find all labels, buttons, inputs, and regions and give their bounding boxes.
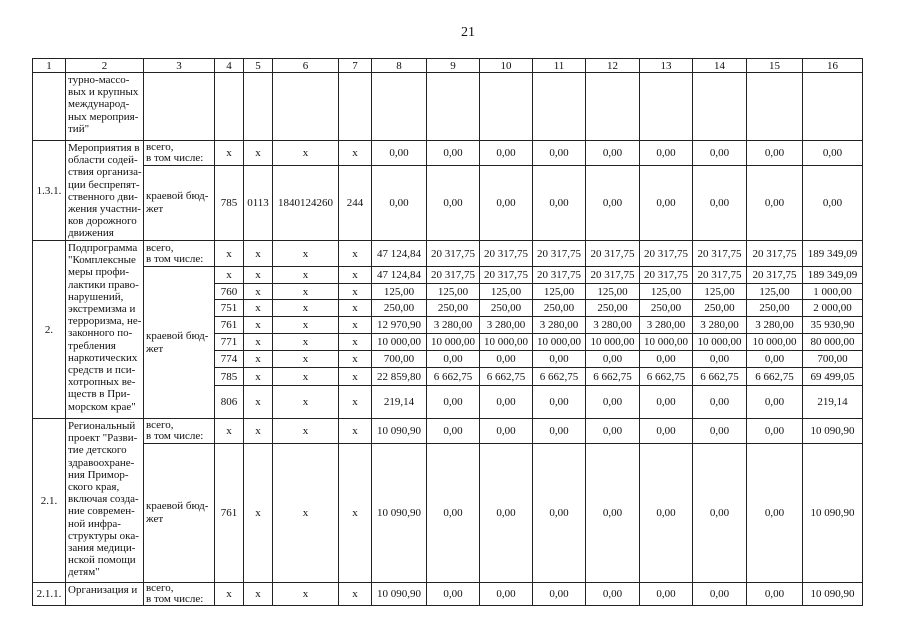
value-cell-col-12: 0,00: [586, 386, 640, 419]
empty-cell: [747, 73, 803, 141]
empty-cell: [480, 73, 533, 141]
value-cell-col-10: 0,00: [480, 141, 533, 166]
value-cell-col-15: 10 000,00: [747, 334, 803, 351]
empty-cell: [693, 73, 747, 141]
value-cell-col-6: х: [273, 583, 339, 606]
value-cell-col-11: 20 317,75: [533, 241, 586, 267]
value-cell-col-11: 0,00: [533, 166, 586, 241]
value-cell-col-12: 0,00: [586, 141, 640, 166]
value-cell-col-14: 0,00: [693, 386, 747, 419]
funding-total-label: всего, в том числе:: [144, 583, 215, 606]
value-cell-col-13: 3 280,00: [640, 317, 693, 334]
value-cell-col-12: 0,00: [586, 166, 640, 241]
value-cell-col-13: 0,00: [640, 583, 693, 606]
value-cell-col-7: х: [339, 583, 372, 606]
row-number-cell: 2.: [33, 241, 66, 419]
value-cell-col-14: 10 000,00: [693, 334, 747, 351]
empty-cell: [803, 73, 863, 141]
value-cell-col-6: х: [273, 141, 339, 166]
value-cell-col-15: 20 317,75: [747, 267, 803, 284]
value-cell-col-7: х: [339, 351, 372, 368]
value-cell-col-12: 0,00: [586, 351, 640, 368]
value-cell-col-4: х: [215, 267, 244, 284]
table-header-row: [33, 59, 863, 73]
value-cell-col-15: 0,00: [747, 166, 803, 241]
value-cell-col-13: 0,00: [640, 166, 693, 241]
value-cell-col-8: 250,00: [372, 300, 427, 317]
row-number-cell: 2.1.: [33, 419, 66, 583]
value-cell-col-14: 3 280,00: [693, 317, 747, 334]
empty-cell: [427, 73, 480, 141]
value-cell-col-9: 250,00: [427, 300, 480, 317]
funding-total-label: всего, в том числе:: [144, 419, 215, 444]
value-cell-col-8: 47 124,84: [372, 267, 427, 284]
funding-source-label: краевой бюд- жет: [144, 267, 215, 419]
empty-cell: [215, 73, 244, 141]
value-cell-col-14: 0,00: [693, 444, 747, 583]
value-cell-col-11: 0,00: [533, 386, 586, 419]
row-number-cell: 1.3.1.: [33, 141, 66, 241]
value-cell-col-16: 1 000,00: [803, 284, 863, 300]
value-cell-col-10: 0,00: [480, 166, 533, 241]
value-cell-col-4: 806: [215, 386, 244, 419]
value-cell-col-5: 0113: [244, 166, 273, 241]
value-cell-col-14: 0,00: [693, 351, 747, 368]
value-cell-col-15: 20 317,75: [747, 241, 803, 267]
column-header: 1: [33, 59, 66, 73]
table-row: [33, 267, 863, 284]
value-cell-col-9: 0,00: [427, 444, 480, 583]
value-cell-col-11: 125,00: [533, 284, 586, 300]
value-cell-col-4: х: [215, 241, 244, 267]
value-cell-col-8: 22 859,80: [372, 368, 427, 386]
value-cell-col-13: 10 000,00: [640, 334, 693, 351]
value-cell-col-15: 0,00: [747, 419, 803, 444]
value-cell-col-7: х: [339, 141, 372, 166]
empty-cell: [144, 73, 215, 141]
column-header: 15: [747, 59, 803, 73]
page-number: 21: [461, 25, 475, 40]
row-name-cell: Организация и: [66, 583, 144, 606]
value-cell-col-14: 125,00: [693, 284, 747, 300]
value-cell-col-7: х: [339, 444, 372, 583]
table-row: [33, 241, 863, 267]
value-cell-col-9: 125,00: [427, 284, 480, 300]
value-cell-col-13: 6 662,75: [640, 368, 693, 386]
value-cell-col-5: х: [244, 444, 273, 583]
value-cell-col-9: 0,00: [427, 386, 480, 419]
value-cell-col-15: 3 280,00: [747, 317, 803, 334]
value-cell-col-4: х: [215, 419, 244, 444]
value-cell-col-5: х: [244, 334, 273, 351]
row-name-cell: Подпрограмма "Комплексные меры профи- лактики право- нарушений, экстремизма и терроризма, не- законного по- требления наркотических средств и пси- хотропных ве- ществ в При- морском крае": [66, 241, 144, 419]
value-cell-col-11: 0,00: [533, 351, 586, 368]
value-cell-col-6: х: [273, 334, 339, 351]
column-header: 2: [66, 59, 144, 73]
table-row: [33, 73, 863, 141]
value-cell-col-8: 10 090,90: [372, 583, 427, 606]
value-cell-col-5: х: [244, 351, 273, 368]
column-header: 4: [215, 59, 244, 73]
value-cell-col-5: х: [244, 317, 273, 334]
value-cell-col-10: 0,00: [480, 583, 533, 606]
column-header: 7: [339, 59, 372, 73]
value-cell-col-16: 700,00: [803, 351, 863, 368]
value-cell-col-5: х: [244, 284, 273, 300]
value-cell-col-8: 0,00: [372, 141, 427, 166]
value-cell-col-13: 0,00: [640, 386, 693, 419]
value-cell-col-15: 250,00: [747, 300, 803, 317]
value-cell-col-6: х: [273, 419, 339, 444]
value-cell-col-13: 20 317,75: [640, 241, 693, 267]
value-cell-col-6: х: [273, 368, 339, 386]
value-cell-col-13: 0,00: [640, 419, 693, 444]
value-cell-col-16: 2 000,00: [803, 300, 863, 317]
value-cell-col-6: х: [273, 300, 339, 317]
value-cell-col-5: х: [244, 141, 273, 166]
value-cell-col-11: 0,00: [533, 444, 586, 583]
empty-cell: [339, 73, 372, 141]
value-cell-col-10: 10 000,00: [480, 334, 533, 351]
row-number-cell: [33, 73, 66, 141]
value-cell-col-13: 20 317,75: [640, 267, 693, 284]
value-cell-col-7: х: [339, 386, 372, 419]
column-header: 8: [372, 59, 427, 73]
value-cell-col-14: 250,00: [693, 300, 747, 317]
value-cell-col-10: 6 662,75: [480, 368, 533, 386]
value-cell-col-8: 700,00: [372, 351, 427, 368]
value-cell-col-9: 20 317,75: [427, 241, 480, 267]
empty-cell: [586, 73, 640, 141]
value-cell-col-12: 125,00: [586, 284, 640, 300]
value-cell-col-9: 0,00: [427, 419, 480, 444]
value-cell-col-11: 6 662,75: [533, 368, 586, 386]
value-cell-col-15: 0,00: [747, 583, 803, 606]
value-cell-col-6: 1840124260: [273, 166, 339, 241]
value-cell-col-16: 0,00: [803, 141, 863, 166]
column-header: 16: [803, 59, 863, 73]
value-cell-col-5: х: [244, 419, 273, 444]
column-header: 10: [480, 59, 533, 73]
column-header: 12: [586, 59, 640, 73]
column-header: 6: [273, 59, 339, 73]
budget-table: [32, 58, 863, 606]
value-cell-col-15: 0,00: [747, 444, 803, 583]
table-body: [33, 59, 863, 606]
value-cell-col-12: 0,00: [586, 444, 640, 583]
value-cell-col-4: 785: [215, 368, 244, 386]
value-cell-col-15: 0,00: [747, 386, 803, 419]
value-cell-col-7: х: [339, 241, 372, 267]
value-cell-col-14: 20 317,75: [693, 241, 747, 267]
table-row: [33, 141, 863, 166]
value-cell-col-7: х: [339, 284, 372, 300]
value-cell-col-14: 0,00: [693, 166, 747, 241]
value-cell-col-16: 0,00: [803, 166, 863, 241]
value-cell-col-16: 10 090,90: [803, 419, 863, 444]
value-cell-col-4: х: [215, 141, 244, 166]
value-cell-col-7: х: [339, 300, 372, 317]
value-cell-col-6: х: [273, 444, 339, 583]
value-cell-col-7: х: [339, 368, 372, 386]
value-cell-col-11: 3 280,00: [533, 317, 586, 334]
value-cell-col-9: 0,00: [427, 141, 480, 166]
value-cell-col-4: 771: [215, 334, 244, 351]
value-cell-col-14: 20 317,75: [693, 267, 747, 284]
value-cell-col-6: х: [273, 351, 339, 368]
value-cell-col-16: 35 930,90: [803, 317, 863, 334]
value-cell-col-5: х: [244, 583, 273, 606]
value-cell-col-16: 69 499,05: [803, 368, 863, 386]
value-cell-col-4: 761: [215, 317, 244, 334]
column-header: 13: [640, 59, 693, 73]
column-header: 5: [244, 59, 273, 73]
value-cell-col-10: 0,00: [480, 419, 533, 444]
table-row: [33, 583, 863, 606]
value-cell-col-4: 761: [215, 444, 244, 583]
value-cell-col-15: 0,00: [747, 351, 803, 368]
row-name-cell: Мероприятия в области содей- ствия организа- ции беспрепят- ственного дви- жения участни- ков дорожного движения: [66, 141, 144, 241]
value-cell-col-4: х: [215, 583, 244, 606]
value-cell-col-4: 774: [215, 351, 244, 368]
value-cell-col-7: х: [339, 267, 372, 284]
value-cell-col-11: 0,00: [533, 141, 586, 166]
empty-cell: [533, 73, 586, 141]
value-cell-col-16: 189 349,09: [803, 241, 863, 267]
value-cell-col-14: 0,00: [693, 583, 747, 606]
value-cell-col-12: 0,00: [586, 419, 640, 444]
value-cell-col-15: 6 662,75: [747, 368, 803, 386]
value-cell-col-12: 10 000,00: [586, 334, 640, 351]
value-cell-col-8: 10 090,90: [372, 419, 427, 444]
value-cell-col-13: 0,00: [640, 351, 693, 368]
value-cell-col-5: х: [244, 368, 273, 386]
value-cell-col-11: 20 317,75: [533, 267, 586, 284]
value-cell-col-13: 0,00: [640, 444, 693, 583]
value-cell-col-7: 244: [339, 166, 372, 241]
table-row: [33, 166, 863, 241]
value-cell-col-16: 219,14: [803, 386, 863, 419]
value-cell-col-13: 125,00: [640, 284, 693, 300]
value-cell-col-8: 125,00: [372, 284, 427, 300]
value-cell-col-6: х: [273, 386, 339, 419]
table-row: [33, 444, 863, 583]
value-cell-col-5: х: [244, 241, 273, 267]
value-cell-col-9: 20 317,75: [427, 267, 480, 284]
empty-cell: [372, 73, 427, 141]
value-cell-col-15: 125,00: [747, 284, 803, 300]
value-cell-col-8: 47 124,84: [372, 241, 427, 267]
value-cell-col-12: 3 280,00: [586, 317, 640, 334]
value-cell-col-10: 0,00: [480, 351, 533, 368]
value-cell-col-12: 20 317,75: [586, 267, 640, 284]
value-cell-col-8: 219,14: [372, 386, 427, 419]
value-cell-col-11: 250,00: [533, 300, 586, 317]
value-cell-col-9: 10 000,00: [427, 334, 480, 351]
value-cell-col-16: 189 349,09: [803, 267, 863, 284]
value-cell-col-10: 0,00: [480, 386, 533, 419]
value-cell-col-11: 10 000,00: [533, 334, 586, 351]
value-cell-col-5: х: [244, 386, 273, 419]
value-cell-col-15: 0,00: [747, 141, 803, 166]
column-header: 3: [144, 59, 215, 73]
value-cell-col-11: 0,00: [533, 583, 586, 606]
value-cell-col-9: 6 662,75: [427, 368, 480, 386]
column-header: 14: [693, 59, 747, 73]
value-cell-col-6: х: [273, 241, 339, 267]
value-cell-col-6: х: [273, 267, 339, 284]
value-cell-col-5: х: [244, 300, 273, 317]
value-cell-col-13: 0,00: [640, 141, 693, 166]
value-cell-col-4: 785: [215, 166, 244, 241]
value-cell-col-14: 0,00: [693, 419, 747, 444]
empty-cell: [244, 73, 273, 141]
row-name-cell: турно-массо- вых и крупных международ- ных мероприя- тий": [66, 73, 144, 141]
value-cell-col-10: 20 317,75: [480, 241, 533, 267]
funding-source-label: краевой бюд- жет: [144, 166, 215, 241]
value-cell-col-7: х: [339, 419, 372, 444]
value-cell-col-16: 10 090,90: [803, 444, 863, 583]
value-cell-col-8: 0,00: [372, 166, 427, 241]
value-cell-col-7: х: [339, 334, 372, 351]
value-cell-col-14: 6 662,75: [693, 368, 747, 386]
table-row: [33, 419, 863, 444]
value-cell-col-4: 751: [215, 300, 244, 317]
value-cell-col-9: 0,00: [427, 583, 480, 606]
value-cell-col-9: 3 280,00: [427, 317, 480, 334]
value-cell-col-13: 250,00: [640, 300, 693, 317]
value-cell-col-12: 20 317,75: [586, 241, 640, 267]
value-cell-col-16: 80 000,00: [803, 334, 863, 351]
value-cell-col-11: 0,00: [533, 419, 586, 444]
value-cell-col-10: 0,00: [480, 444, 533, 583]
value-cell-col-8: 10 000,00: [372, 334, 427, 351]
value-cell-col-4: 760: [215, 284, 244, 300]
row-number-cell: 2.1.1.: [33, 583, 66, 606]
value-cell-col-6: х: [273, 284, 339, 300]
value-cell-col-5: х: [244, 267, 273, 284]
row-name-cell: Региональный проект "Разви- тие детского здравоохране- ния Примор- ского края, включая созда- ние современ- ной инфра- структуры ока- зания медици- нской помощи детям": [66, 419, 144, 583]
value-cell-col-8: 12 970,90: [372, 317, 427, 334]
value-cell-col-8: 10 090,90: [372, 444, 427, 583]
value-cell-col-10: 3 280,00: [480, 317, 533, 334]
value-cell-col-14: 0,00: [693, 141, 747, 166]
funding-total-label: всего, в том числе:: [144, 241, 215, 267]
value-cell-col-10: 20 317,75: [480, 267, 533, 284]
column-header: 9: [427, 59, 480, 73]
value-cell-col-9: 0,00: [427, 166, 480, 241]
value-cell-col-16: 10 090,90: [803, 583, 863, 606]
funding-total-label: всего, в том числе:: [144, 141, 215, 166]
empty-cell: [640, 73, 693, 141]
value-cell-col-12: 250,00: [586, 300, 640, 317]
value-cell-col-10: 125,00: [480, 284, 533, 300]
value-cell-col-10: 250,00: [480, 300, 533, 317]
value-cell-col-9: 0,00: [427, 351, 480, 368]
value-cell-col-7: х: [339, 317, 372, 334]
value-cell-col-12: 6 662,75: [586, 368, 640, 386]
value-cell-col-6: х: [273, 317, 339, 334]
column-header: 11: [533, 59, 586, 73]
value-cell-col-12: 0,00: [586, 583, 640, 606]
empty-cell: [273, 73, 339, 141]
funding-source-label: краевой бюд- жет: [144, 444, 215, 583]
